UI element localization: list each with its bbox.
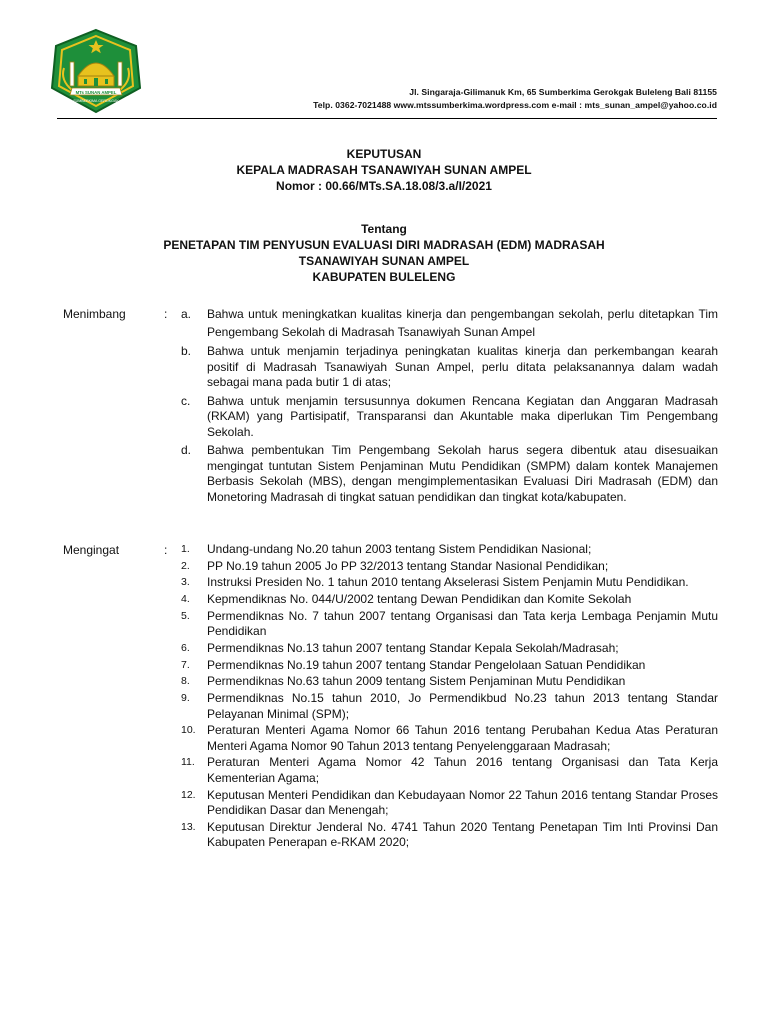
list-item bbox=[181, 609, 718, 640]
letterhead-divider bbox=[57, 118, 717, 119]
item-text: Kepmendiknas No. 044/U/2002 tentang Dewan Pendidikan dan Komite Sekolah bbox=[207, 592, 632, 607]
item-marker: 12. bbox=[181, 788, 196, 801]
item-text: Permendiknas No.13 tahun 2007 tentang Standar Kepala Sekolah/Madrasah; bbox=[207, 640, 619, 655]
item-marker: 4. bbox=[181, 593, 190, 606]
item-text: Permendiknas No.63 tahun 2009 tentang Sistem Penjaminan Mutu Pendidikan bbox=[207, 674, 626, 689]
mengingat-label: Mengingat bbox=[63, 543, 120, 557]
item-marker: 13. bbox=[181, 820, 196, 833]
item-marker: 6. bbox=[181, 641, 190, 654]
item-text: Keputusan Menteri Pendidikan dan Kebudayaan Nomor 22 Tahun 2016 tentang Standar Proses Pendidikan Dasar dan Menengah; bbox=[207, 787, 718, 818]
list-item bbox=[181, 674, 718, 690]
subject-label: Tentang bbox=[361, 222, 407, 236]
item-text: Undang-undang No.20 tahun 2003 tentang Sistem Pendidikan Nasional; bbox=[207, 542, 592, 556]
item-marker: 1. bbox=[181, 543, 190, 555]
item-text: Bahwa untuk menjamin tersusunnya dokumen Rencana Kegiatan dan Anggaran Madrasah (RKAM) yang Partisipatif, Transparansi dan Akuntable maka diperlukan Tim Pengembang Sekolah. bbox=[207, 393, 718, 439]
letterhead-address bbox=[313, 86, 717, 112]
list-item bbox=[181, 755, 718, 786]
list-item bbox=[181, 559, 718, 575]
decree-subject bbox=[0, 221, 768, 285]
list-item bbox=[181, 344, 718, 391]
item-marker: d. bbox=[181, 443, 192, 457]
list-item bbox=[181, 641, 718, 657]
svg-text:SUMBERKIMA GEROKGAK: SUMBERKIMA GEROKGAK bbox=[73, 99, 119, 103]
item-marker: c. bbox=[181, 393, 191, 408]
title-keputusan: KEPUTUSAN bbox=[346, 147, 422, 161]
item-text: PP No.19 tahun 2005 Jo PP 32/2013 tentang Standar Nasional Pendidikan; bbox=[207, 558, 609, 573]
item-text: Permendiknas No.19 tahun 2007 tentang Standar Pengelolaan Satuan Pendidikan bbox=[207, 657, 646, 672]
item-marker: 5. bbox=[181, 609, 190, 622]
address-line: Jl. Singaraja-Gilimanuk Km, 65 Sumberkima Gerokgak Buleleng Bali 81155 bbox=[409, 87, 717, 97]
item-text: Permendiknas No. 7 tahun 2007 tentang Organisasi dan Tata kerja Lembaga Penjamin Mutu Pendidikan bbox=[207, 608, 718, 639]
item-text: Peraturan Menteri Agama Nomor 42 Tahun 2016 tentang Organisasi dan Tata Kerja Kementerian Agama; bbox=[207, 755, 718, 785]
list-item bbox=[181, 788, 718, 819]
item-text: Bahwa pembentukan Tim Pengembang Sekolah harus segera dibentuk atau disesuaikan mengingat tuntutan Sistem Penjaminan Mutu Pendidikan (SMPM) dalam kontek Manajemen Berbasis Sekolah (MBS), dengan mengimplementasikan Evaluasi Diri Madrasah (EDM) dan Monetoring Madrasah di tingkat satuan pendidikan dan tingkat kota/kabupaten. bbox=[207, 443, 718, 504]
item-marker: 9. bbox=[181, 692, 190, 704]
list-item bbox=[181, 394, 718, 441]
item-text: Permendiknas No.15 tahun 2010, Jo Permendikbud No.23 tahun 2013 tentang Standar Pelayanan Minimal (SPM); bbox=[207, 691, 718, 721]
item-marker: 11. bbox=[181, 756, 195, 769]
item-marker: 10. bbox=[181, 724, 196, 737]
item-text: Peraturan Menteri Agama Nomor 66 Tahun 2016 tentang Perubahan Kedua Atas Peraturan Menteri Agama Nomor 90 Tahun 2013 tentang Penyelenggaraan Madrasah; bbox=[207, 723, 718, 753]
decree-title bbox=[0, 146, 768, 194]
item-marker: b. bbox=[181, 344, 192, 358]
madrasah-logo bbox=[50, 28, 142, 114]
menimbang-label: Menimbang bbox=[63, 307, 126, 321]
item-text: Instruksi Presiden No. 1 tahun 2010 tentang Akselerasi Sistem Penjamin Mutu Pendidikan. bbox=[207, 575, 689, 590]
list-item bbox=[181, 723, 718, 754]
item-marker: a. bbox=[181, 307, 192, 321]
mengingat-colon: : bbox=[164, 543, 168, 557]
list-item bbox=[181, 691, 718, 722]
list-item bbox=[181, 658, 718, 674]
list-item bbox=[181, 820, 718, 851]
subject-line-1: PENETAPAN TIM PENYUSUN EVALUASI DIRI MADRASAH (EDM) MADRASAH bbox=[163, 238, 605, 252]
list-item bbox=[181, 592, 718, 608]
contact-line: Telp. 0362-7021488 www.mtssumberkima.wordpress.com e-mail : mts_sunan_ampel@yahoo.co.id bbox=[313, 100, 717, 110]
item-text: Keputusan Direktur Jenderal No. 4741 Tahun 2020 Tentang Penetapan Tim Inti Provinsi Dan Kabupaten Penerapan e-RKAM 2020; bbox=[207, 819, 718, 850]
item-marker: 2. bbox=[181, 559, 190, 572]
item-marker: 7. bbox=[181, 658, 190, 671]
mengingat-list bbox=[181, 542, 718, 852]
subject-line-2: TSANAWIYAH SUNAN AMPEL bbox=[298, 254, 470, 268]
list-item bbox=[181, 443, 718, 505]
menimbang-colon: : bbox=[164, 307, 168, 321]
title-issuer: KEPALA MADRASAH TSANAWIYAH SUNAN AMPEL bbox=[236, 163, 532, 177]
list-item bbox=[181, 542, 718, 558]
item-text: Bahwa untuk menjamin terjadinya peningkatan kualitas kinerja dan perkembangan kearah positif di Madrasah Tsanawiyah Sunan Ampel, perlu ditata pelaksanannya dalam wadah sebagai mana pada butir 1 di atas; bbox=[207, 344, 718, 389]
item-marker: 8. bbox=[181, 675, 190, 688]
item-text: Bahwa untuk meningkatkan kualitas kinerja dan pengembangan sekolah, perlu ditetapkan Tim Pengembang Sekolah di Madrasah Tsanawiyah Sunan Ampel bbox=[207, 307, 718, 339]
list-item bbox=[181, 305, 718, 341]
subject-line-3: KABUPATEN BULELENG bbox=[312, 270, 456, 284]
svg-text:MTs SUNAN AMPEL: MTs SUNAN AMPEL bbox=[75, 90, 117, 95]
menimbang-list bbox=[181, 305, 718, 508]
list-item bbox=[181, 575, 718, 591]
item-marker: 3. bbox=[181, 576, 190, 589]
title-number: Nomor : 00.66/MTs.SA.18.08/3.a/I/2021 bbox=[276, 179, 492, 193]
